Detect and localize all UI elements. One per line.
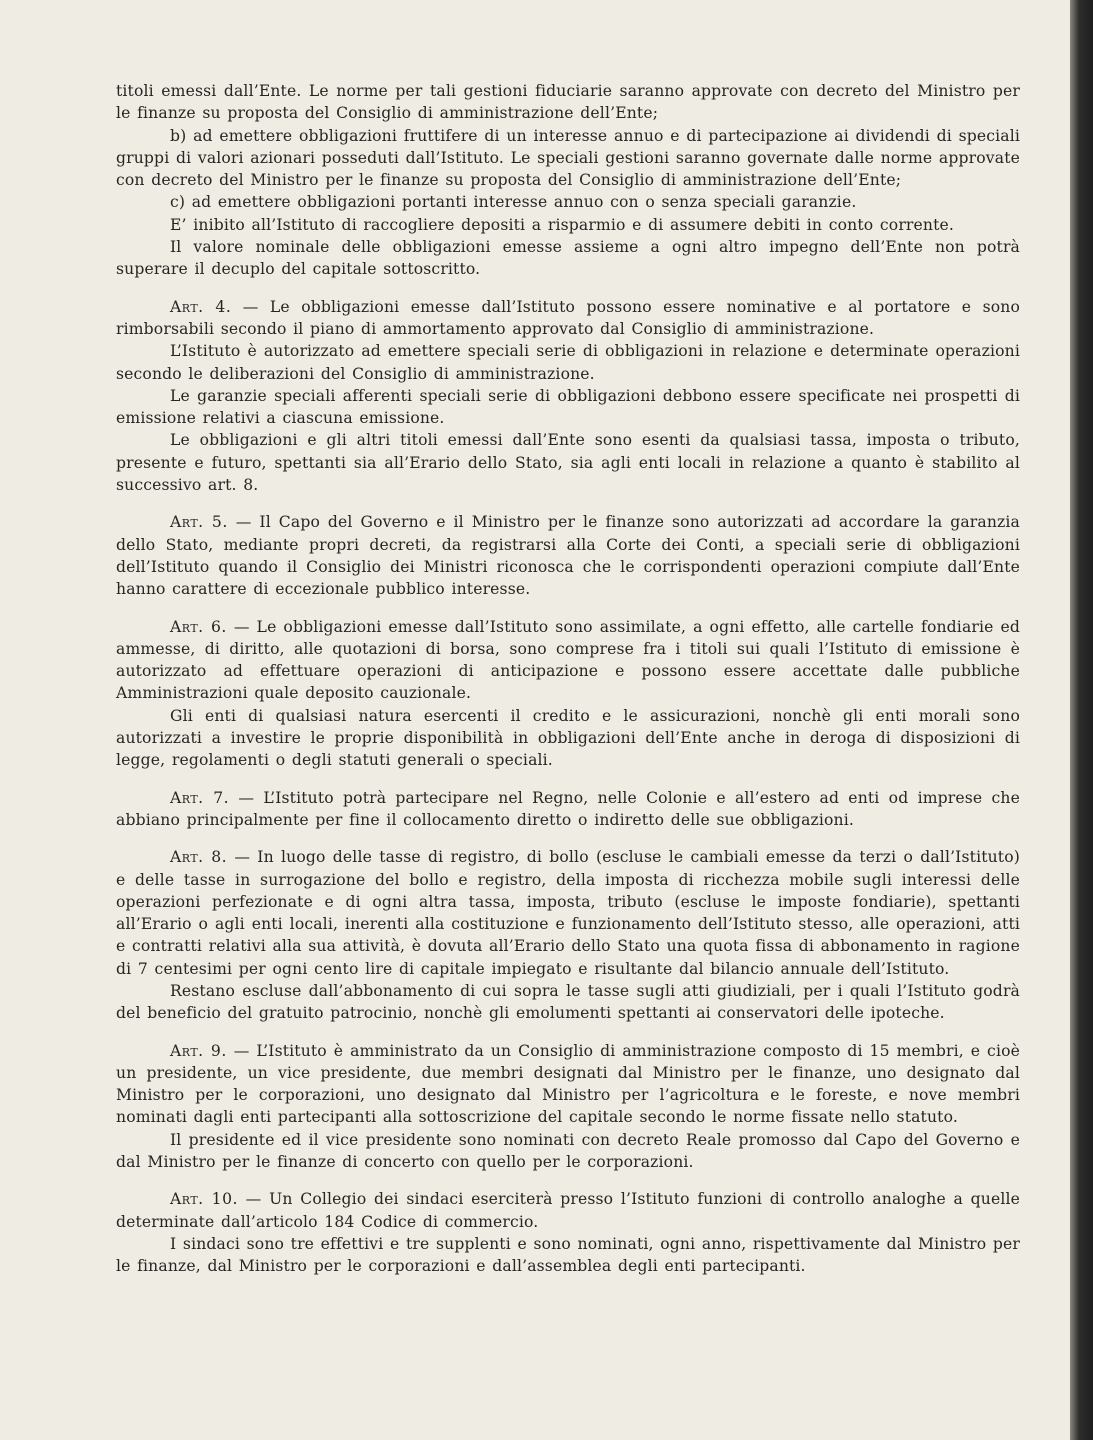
paragraph: L’Istituto è autorizzato ad emettere speciali serie di obbligazioni in relazione e determinate operazioni secondo le deliberazioni del Consiglio di amministrazione. bbox=[116, 342, 1020, 383]
document-body bbox=[116, 80, 1020, 1278]
article-heading: Art. 4. bbox=[170, 297, 232, 316]
scan-edge-shadow bbox=[1070, 0, 1093, 1440]
article-heading: Art. 7. bbox=[170, 788, 230, 807]
article-heading: Art. 6. bbox=[170, 617, 227, 636]
article-9: Art. 9. — L’Istituto è amministrato da un Consiglio di amministrazione composto di 15 membri, e cioè un presidente, un vice presidente, due membri designati dal Ministro per le finanze, uno designato dal Ministro per le corporazioni, uno designato dal Ministro per l’agricoltura e le foreste, e nove membri nominati dagli enti partecipanti alla sottoscrizione del capitale secondo le norme fissate nello statuto. bbox=[116, 1041, 1020, 1127]
article-4: Art. 4. — Le obbligazioni emesse dall’Istituto possono essere nominative e al portatore e sono rimborsabili secondo il piano di ammortamento approvato dal Consiglio di amministrazione. bbox=[116, 297, 1020, 338]
paragraph: Il valore nominale delle obbligazioni emesse assieme a ogni altro impegno dell’Ente non potrà superare il decuplo del capitale sottoscritto. bbox=[116, 238, 1020, 279]
article-8: Art. 8. — In luogo delle tasse di registro, di bollo (escluse le cambiali emesse da terzi o dall’Istituto) e delle tasse in surrogazione del bollo e registro, della imposta di ricchezza mobile sugli interessi delle operazioni perfezionate e di ogni altra tassa, imposta, tributo (escluse le imposte fondiarie), spettanti all’Erario o agli enti locali, inerenti alla costituzione e funzionamento dell’Istituto stesso, alle operazioni, atti e contratti relativi alla sua attività, è dovuta all’Erario dello Stato una quota fissa di abbonamento in ragione di 7 centesimi per ogni cento lire di capitale impiegato e risultante dal bilancio annuale dell’Istituto. bbox=[116, 848, 1021, 978]
paragraph: Le obbligazioni e gli altri titoli emessi dall’Ente sono esenti da qualsiasi tassa, imposta o tributo, presente e futuro, spettanti sia all’Erario dello Stato, sia agli enti locali in relazione a quanto è stabilito al successivo art. 8. bbox=[116, 431, 1020, 495]
paragraph: titoli emessi dall’Ente. Le norme per tali gestioni fiduciarie saranno approvate con decreto del Ministro per le finanze su proposta del Consiglio di amministrazione dell’Ente; bbox=[116, 82, 1020, 123]
paragraph: E’ inibito all’Istituto di raccogliere depositi a risparmio e di assumere debiti in conto corrente. bbox=[170, 215, 955, 234]
article-6: Art. 6. — Le obbligazioni emesse dall’Istituto sono assimilate, a ogni effetto, alle cartelle fondiarie ed ammesse, di diritto, alle quotazioni di borsa, sono comprese fra i titoli sui quali l’Istituto di emissione è autorizzato ad effettuare operazioni di anticipazione e possono essere accettate dalle pubbliche Amministrazioni quale deposito cauzionale. bbox=[116, 617, 1020, 703]
article-heading: Art. 9. bbox=[170, 1041, 227, 1060]
article-10: Art. 10. — Un Collegio dei sindaci eserciterà presso l’Istituto funzioni di controllo analoghe a quelle determinate dall’articolo 184 Codice di commercio. bbox=[116, 1190, 1020, 1231]
paragraph: c) ad emettere obbligazioni portanti interesse annuo con o senza speciali garanzie. bbox=[170, 193, 857, 212]
paragraph: Le garanzie speciali afferenti speciali serie di obbligazioni debbono essere specificate nei prospetti di emissione relativi a ciascuna emissione. bbox=[116, 386, 1020, 428]
paragraph: b) ad emettere obbligazioni fruttifere di un interesse annuo e di partecipazione ai dividendi di speciali gruppi di valori azionari posseduti dall’Istituto. Le speciali gestioni saranno governate dalle norme approvate con decreto del Ministro per le finanze su proposta del Consiglio di amministrazione dell’Ente; bbox=[116, 126, 1020, 190]
article-heading: Art. 10. bbox=[170, 1190, 238, 1209]
paragraph: Gli enti di qualsiasi natura esercenti il credito e le assicurazioni, nonchè gli enti morali sono autorizzati a investire le proprie disponibilità in obbligazioni dell’Ente anche in deroga di disposizioni di legge, regolamenti o degli statuti generali o speciali. bbox=[116, 706, 1020, 770]
paragraph: I sindaci sono tre effettivi e tre supplenti e sono nominati, ogni anno, rispettivamente dal Ministro per le finanze, dal Ministro per le corporazioni e dall’assemblea degli enti partecipanti. bbox=[116, 1234, 1020, 1276]
paragraph: Restano escluse dall’abbonamento di cui sopra le tasse sugli atti giudiziali, per i quali l’Istituto godrà del beneficio del gratuito patrocinio, nonchè gli emolumenti spettanti ai conservatori delle ipoteche. bbox=[116, 981, 1020, 1023]
article-5: Art. 5. — Il Capo del Governo e il Ministro per le finanze sono autorizzati ad accordare la garanzia dello Stato, mediante propri decreti, da registrarsi alla Corte dei Conti, a speciali serie di obbligazioni dell’Istituto quando il Consiglio dei Ministri riconosca che le corrispondenti operazioni compiute dall’Ente hanno carattere di eccezionale pubblico interesse. bbox=[116, 513, 1021, 599]
article-heading: Art. 8. bbox=[170, 848, 228, 867]
article-heading: Art. 5. bbox=[170, 513, 228, 532]
paragraph: Il presidente ed il vice presidente sono nominati con decreto Reale promosso dal Capo del Governo e dal Ministro per le finanze di concerto con quello per le corporazioni. bbox=[116, 1130, 1020, 1172]
article-7: Art. 7. — L’Istituto potrà partecipare nel Regno, nelle Colonie e all’estero ad enti od imprese che abbiano principalmente per fine il collocamento diretto o indiretto delle sue obbligazioni. bbox=[116, 788, 1020, 829]
